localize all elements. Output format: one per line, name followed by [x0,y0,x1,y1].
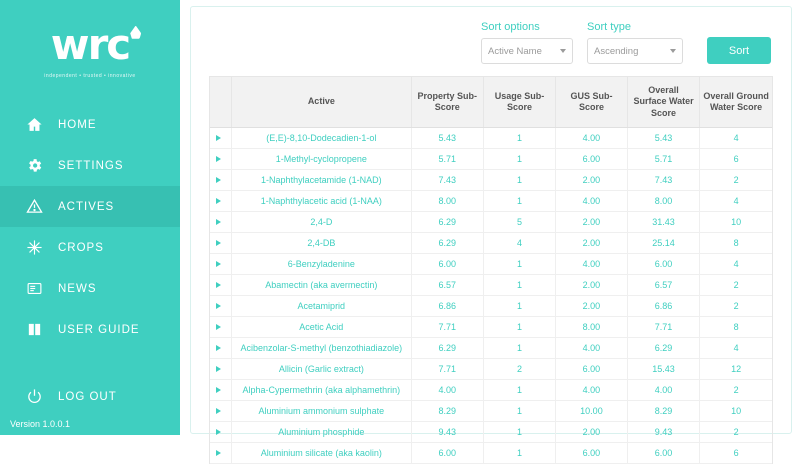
cell-property-sub-score: 6.29 [411,232,483,253]
cell-usage-sub-score: 1 [484,295,556,316]
cell-gus-sub-score: 4.00 [556,337,628,358]
chevron-right-icon [216,345,221,351]
chevron-right-icon [216,240,221,246]
cell-usage-sub-score: 1 [484,316,556,337]
cell-gus-sub-score: 2.00 [556,211,628,232]
cell-gus-sub-score: 2.00 [556,232,628,253]
table-row[interactable] [210,442,772,463]
expand-row-button[interactable] [210,253,232,274]
book-icon [26,321,52,338]
sort-options-select[interactable] [481,38,573,64]
chevron-right-icon [216,408,221,414]
cell-overall-ground-water-score: 8 [700,232,772,253]
cell-overall-ground-water-score: 4 [700,337,772,358]
table-header [210,77,772,127]
table-row[interactable] [210,232,772,253]
chevron-right-icon [216,366,221,372]
cell-property-sub-score: 9.43 [411,421,483,442]
chevron-right-icon [216,429,221,435]
chevron-right-icon [216,324,221,330]
cell-gus-sub-score: 10.00 [556,400,628,421]
sidebar-item-label: USER GUIDE [58,323,140,336]
cell-active: 1-Naphthylacetamide (1-NAD) [232,169,411,190]
cell-usage-sub-score: 2 [484,358,556,379]
cell-property-sub-score: 4.00 [411,379,483,400]
cell-overall-ground-water-score: 6 [700,442,772,463]
table-row[interactable] [210,316,772,337]
cell-overall-ground-water-score: 12 [700,358,772,379]
actives-table-wrapper [209,76,773,464]
table-row[interactable] [210,274,772,295]
cell-active: 1-Methyl-cyclopropene [232,148,411,169]
sidebar-item-home[interactable] [0,104,180,145]
cell-overall-surface-water-score: 5.43 [627,127,699,148]
cell-overall-surface-water-score: 6.00 [627,442,699,463]
chevron-right-icon [216,282,221,288]
table-row[interactable] [210,253,772,274]
sidebar-item-settings[interactable] [0,145,180,186]
sort-options-value: Active Name [488,45,542,57]
cell-active: Acetamiprid [232,295,411,316]
sort-type-select[interactable] [587,38,683,64]
col-overall-ground-water-score: Overall Ground Water Score [700,77,772,127]
cell-overall-ground-water-score: 2 [700,274,772,295]
cell-overall-ground-water-score: 2 [700,169,772,190]
cell-overall-surface-water-score: 5.71 [627,148,699,169]
chevron-down-icon [670,49,676,53]
cell-property-sub-score: 7.71 [411,358,483,379]
cell-usage-sub-score: 4 [484,232,556,253]
cell-usage-sub-score: 5 [484,211,556,232]
expand-row-button[interactable] [210,358,232,379]
sidebar [0,0,180,435]
cell-usage-sub-score: 1 [484,169,556,190]
cell-overall-surface-water-score: 6.86 [627,295,699,316]
brand-tagline: independent • trusted • innovative [44,72,136,79]
cell-gus-sub-score: 8.00 [556,316,628,337]
cell-property-sub-score: 8.00 [411,190,483,211]
cell-property-sub-score: 6.00 [411,253,483,274]
table-row[interactable] [210,148,772,169]
cell-overall-surface-water-score: 15.43 [627,358,699,379]
col-usage-sub-score: Usage Sub-Score [484,77,556,127]
cell-property-sub-score: 7.43 [411,169,483,190]
actives-table [210,77,772,464]
cell-overall-surface-water-score: 31.43 [627,211,699,232]
main-content [180,0,800,458]
cell-overall-ground-water-score: 4 [700,253,772,274]
brand-logo-text [50,19,130,69]
cell-active: Abamectin (aka avermectin) [232,274,411,295]
cell-property-sub-score: 6.57 [411,274,483,295]
chevron-right-icon [216,177,221,183]
table-row[interactable] [210,190,772,211]
cell-overall-ground-water-score: 6 [700,148,772,169]
expand-row-button[interactable] [210,148,232,169]
cell-overall-surface-water-score: 7.71 [627,316,699,337]
cell-gus-sub-score: 2.00 [556,295,628,316]
expand-row-button[interactable] [210,337,232,358]
table-row[interactable] [210,127,772,148]
cell-overall-surface-water-score: 25.14 [627,232,699,253]
gear-icon [26,157,52,174]
sort-options-label: Sort options [481,21,540,33]
cell-usage-sub-score: 1 [484,274,556,295]
news-icon [26,280,52,297]
expand-row-button[interactable] [210,190,232,211]
power-icon [26,388,52,405]
cell-gus-sub-score: 2.00 [556,421,628,442]
cell-overall-surface-water-score: 6.29 [627,337,699,358]
home-icon [26,116,52,133]
cell-overall-surface-water-score: 9.43 [627,421,699,442]
chevron-right-icon [216,156,221,162]
cell-usage-sub-score: 1 [484,127,556,148]
sort-type-value: Ascending [594,45,639,57]
cell-gus-sub-score: 6.00 [556,442,628,463]
cell-usage-sub-score: 1 [484,379,556,400]
cell-gus-sub-score: 4.00 [556,253,628,274]
cell-overall-ground-water-score: 2 [700,421,772,442]
sort-type-label: Sort type [587,21,632,33]
cell-overall-surface-water-score: 4.00 [627,379,699,400]
water-drop-icon [130,26,141,40]
chevron-down-icon [560,49,566,53]
cell-overall-surface-water-score: 8.29 [627,400,699,421]
sort-controls [209,21,773,76]
cell-usage-sub-score: 1 [484,148,556,169]
cell-active: Alpha-Cypermethrin (aka alphamethrin) [232,379,411,400]
cell-gus-sub-score: 4.00 [556,190,628,211]
col-gus-sub-score: GUS Sub-Score [556,77,628,127]
logout-button[interactable] [0,376,180,417]
expand-row-button[interactable] [210,379,232,400]
sidebar-item-label: CROPS [58,241,104,254]
cell-gus-sub-score: 2.00 [556,274,628,295]
sort-options-group [481,21,573,64]
expand-row-button[interactable] [210,295,232,316]
sidebar-item-news[interactable] [0,268,180,309]
cell-active: Aluminium ammonium sulphate [232,400,411,421]
expand-row-button[interactable] [210,274,232,295]
col-overall-surface-water-score: Overall Surface Water Score [627,77,699,127]
chevron-right-icon [216,198,221,204]
cell-gus-sub-score: 6.00 [556,358,628,379]
sidebar-item-label: HOME [58,118,97,131]
table-row[interactable] [210,400,772,421]
snowflake-icon [26,239,52,256]
sidebar-item-crops[interactable] [0,227,180,268]
table-body [210,127,772,463]
table-row[interactable] [210,211,772,232]
table-row[interactable] [210,379,772,400]
content-panel [190,6,792,458]
cell-overall-ground-water-score: 10 [700,211,772,232]
cell-active: 2,4-D [232,211,411,232]
cell-overall-surface-water-score: 6.00 [627,253,699,274]
expand-row-button[interactable] [210,442,232,463]
expand-row-button[interactable] [210,127,232,148]
cell-active: 2,4-DB [232,232,411,253]
expand-row-button[interactable] [210,169,232,190]
brand-logo-block [0,0,180,96]
expand-row-button[interactable] [210,232,232,253]
col-expand [210,77,232,127]
table-row[interactable] [210,169,772,190]
sidebar-item-label: NEWS [58,282,97,295]
sidebar-item-user-guide[interactable] [0,309,180,350]
cell-active: Aluminium silicate (aka kaolin) [232,442,411,463]
cell-overall-surface-water-score: 7.43 [627,169,699,190]
table-row[interactable] [210,295,772,316]
expand-row-button[interactable] [210,316,232,337]
cell-gus-sub-score: 4.00 [556,379,628,400]
chevron-right-icon [216,303,221,309]
cell-overall-ground-water-score: 2 [700,379,772,400]
col-property-sub-score: Property Sub-Score [411,77,483,127]
cell-gus-sub-score: 6.00 [556,148,628,169]
sort-type-group [587,21,683,64]
cell-overall-surface-water-score: 8.00 [627,190,699,211]
cell-overall-ground-water-score: 8 [700,316,772,337]
cell-usage-sub-score: 1 [484,442,556,463]
chevron-right-icon [216,135,221,141]
sort-button[interactable]: Sort [707,37,771,64]
expand-row-button[interactable] [210,211,232,232]
chevron-right-icon [216,261,221,267]
cell-overall-ground-water-score: 4 [700,190,772,211]
cell-usage-sub-score: 1 [484,400,556,421]
expand-row-button[interactable] [210,421,232,442]
cell-overall-ground-water-score: 2 [700,295,772,316]
logout-label: LOG OUT [58,390,117,403]
cell-gus-sub-score: 2.00 [556,169,628,190]
cell-usage-sub-score: 1 [484,337,556,358]
cell-property-sub-score: 6.00 [411,442,483,463]
chevron-right-icon [216,450,221,456]
cell-usage-sub-score: 1 [484,421,556,442]
cell-property-sub-score: 5.71 [411,148,483,169]
table-row[interactable] [210,337,772,358]
cell-overall-surface-water-score: 6.57 [627,274,699,295]
cell-active: 1-Naphthylacetic acid (1-NAA) [232,190,411,211]
cell-property-sub-score: 6.29 [411,337,483,358]
cell-property-sub-score: 8.29 [411,400,483,421]
table-row[interactable] [210,358,772,379]
cell-active: (E,E)-8,10-Dodecadien-1-ol [232,127,411,148]
cell-usage-sub-score: 1 [484,253,556,274]
version-label: Version 1.0.0.1 [10,419,71,429]
brand-logo-label: wrc [50,19,130,69]
warning-icon [26,198,52,215]
chevron-right-icon [216,387,221,393]
expand-row-button[interactable] [210,400,232,421]
cell-property-sub-score: 6.29 [411,211,483,232]
sidebar-item-label: SETTINGS [58,159,124,172]
table-header-row [210,77,772,127]
table-row[interactable] [210,421,772,442]
cell-usage-sub-score: 1 [484,190,556,211]
cell-gus-sub-score: 4.00 [556,127,628,148]
cell-property-sub-score: 5.43 [411,127,483,148]
chevron-right-icon [216,219,221,225]
col-active: Active [232,77,411,127]
cell-active: Aluminium phosphide [232,421,411,442]
cell-active: Acibenzolar-S-methyl (benzothiadiazole) [232,337,411,358]
cell-active: 6-Benzyladenine [232,253,411,274]
cell-active: Acetic Acid [232,316,411,337]
sidebar-item-actives[interactable] [0,186,180,227]
cell-property-sub-score: 6.86 [411,295,483,316]
sidebar-nav [0,104,180,376]
cell-property-sub-score: 7.71 [411,316,483,337]
sidebar-item-label: ACTIVES [58,200,115,213]
cell-active: Allicin (Garlic extract) [232,358,411,379]
cell-overall-ground-water-score: 4 [700,127,772,148]
cell-overall-ground-water-score: 10 [700,400,772,421]
